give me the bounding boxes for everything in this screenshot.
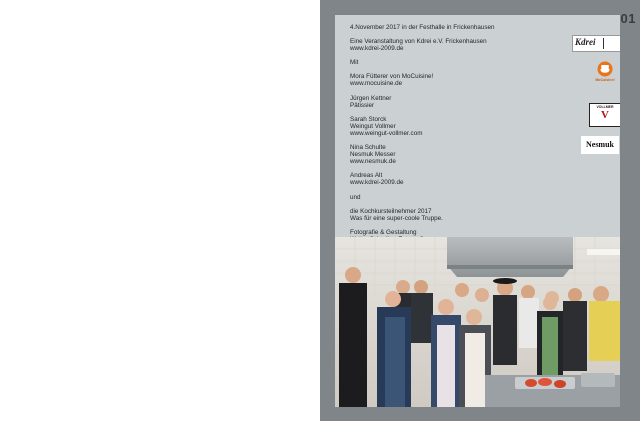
event-line: 4.November 2017 in der Festhalle in Frickenhausen — [350, 24, 495, 31]
participant-nina-company: Nesmuk Messer — [350, 151, 396, 159]
right-page — [320, 0, 640, 421]
participant-nina-name: Nina Schulte — [350, 144, 386, 152]
nesmuk-logo — [581, 136, 619, 154]
mocuisine-logo-text: MoCuisine! — [595, 78, 615, 82]
organizer-url: www.kdrei-2009.de — [350, 45, 404, 53]
vollmer-logo — [589, 103, 620, 127]
credits-panel — [335, 15, 620, 407]
participant-sarah-name: Sarah Storck — [350, 115, 387, 123]
mocuisine-logo — [594, 60, 616, 82]
course-line2: Was für eine super-coole Truppe. — [350, 214, 443, 222]
with-label: Mit — [350, 59, 359, 67]
course-line1: die Kochkursteilnehmer 2017 — [350, 207, 432, 215]
mocuisine-logo-mark — [594, 60, 616, 82]
kdrei-logo-mark — [573, 36, 620, 51]
kitchen-group-photo-image — [335, 237, 620, 407]
participant-juergen-role: Pâtissier — [350, 101, 375, 109]
organizer-line1: Eine Veranstaltung von Kdrei e.V. Frickenhausen — [350, 38, 487, 46]
participant-sarah-url: www.weingut-vollmer.com — [350, 129, 423, 137]
kdrei-logo — [572, 35, 620, 52]
participant-sarah-company: Weingut Vollmer — [350, 122, 396, 130]
and-label: und — [350, 193, 361, 201]
vollmer-logo-name: VOLLMER — [596, 105, 614, 109]
nesmuk-logo-name: Nesmuk — [585, 140, 614, 149]
participant-mora-url: www.mocuisine.de — [350, 80, 403, 88]
participant-mora-name: Mora Fütterer von MoCuisine! — [350, 73, 434, 81]
kdrei-logo-text: Kdrei — [575, 37, 596, 47]
vollmer-logo-mark: V — [601, 109, 609, 121]
credits-text — [350, 24, 550, 243]
group-photo — [335, 237, 620, 407]
participant-andreas-url: www.kdrei-2009.de — [350, 179, 404, 187]
photo-credit-line1: Fotografie & Gestaltung — [350, 228, 417, 236]
participant-andreas-name: Andreas Alt — [350, 172, 383, 180]
participant-juergen-name: Jürgen Kettner — [350, 94, 392, 102]
page-number: 01 — [620, 11, 636, 26]
participant-nina-url: www.nesmuk.de — [350, 158, 396, 166]
